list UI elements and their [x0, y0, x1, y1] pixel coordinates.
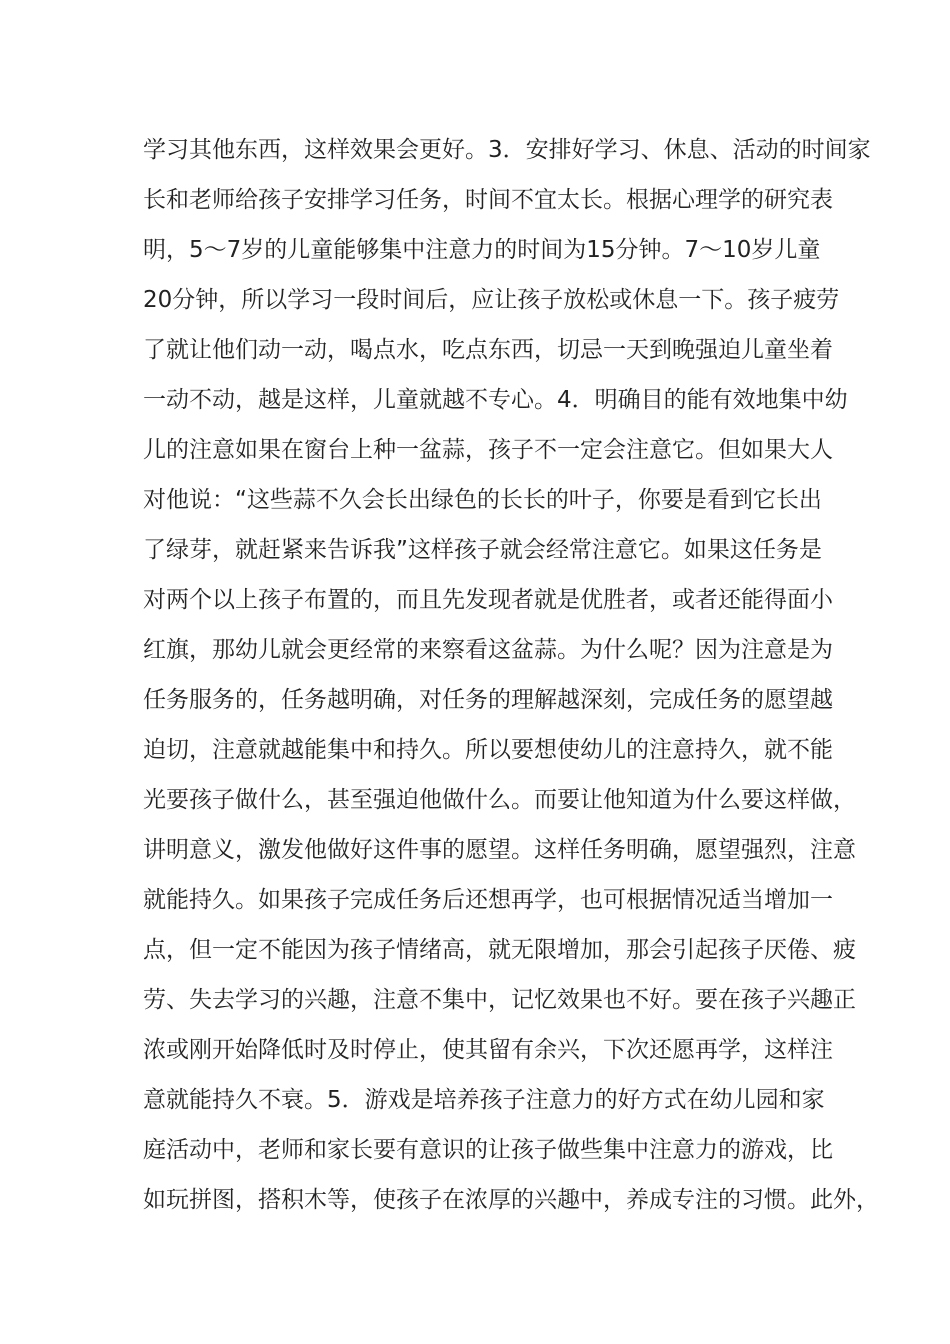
- body-text: [143, 130, 879, 1230]
- text-line: 光要孩子做什么，甚至强迫他做什么。而要让他知道为什么要这样做，: [143, 787, 856, 813]
- text-line: 意就能持久不衰。5．游戏是培养孩子注意力的好方式在幼儿园和家: [143, 1087, 825, 1113]
- text-line: 一动不动，越是这样，儿童就越不专心。4．明确目的能有效地集中幼: [143, 387, 848, 413]
- text-line: 如玩拼图，搭积木等，使孩子在浓厚的兴趣中，养成专注的习惯。此外，: [143, 1187, 879, 1213]
- text-line: 了就让他们动一动，喝点水，吃点东西，切忌一天到晚强迫儿童坐着: [143, 337, 833, 363]
- text-line: 讲明意义，激发他做好这件事的愿望。这样任务明确，愿望强烈，注意: [143, 837, 856, 863]
- text-line: 迫切，注意就越能集中和持久。所以要想使幼儿的注意持久，就不能: [143, 737, 833, 763]
- text-line: 长和老师给孩子安排学习任务，时间不宜太长。根据心理学的研究表: [143, 187, 833, 213]
- text-line: 劳、失去学习的兴趣，注意不集中，记忆效果也不好。要在孩子兴趣正: [143, 987, 856, 1013]
- text-line: 任务服务的，任务越明确，对任务的理解越深刻，完成任务的愿望越: [143, 687, 833, 713]
- text-line: 就能持久。如果孩子完成任务后还想再学，也可根据情况适当增加一: [143, 887, 833, 913]
- text-line: 学习其他东西，这样效果会更好。3．安排好学习、休息、活动的时间家: [143, 137, 871, 163]
- text-line: 儿的注意如果在窗台上种一盆蒜，孩子不一定会注意它。但如果大人: [143, 437, 833, 463]
- text-line: 点，但一定不能因为孩子情绪高，就无限增加，那会引起孩子厌倦、疲: [143, 937, 856, 963]
- text-line: 20分钟，所以学习一段时间后，应让孩子放松或休息一下。孩子疲劳: [143, 287, 840, 313]
- text-line: 庭活动中，老师和家长要有意识的让孩子做些集中注意力的游戏，比: [143, 1137, 833, 1163]
- text-line: 浓或刚开始降低时及时停止，使其留有余兴，下次还愿再学，这样注: [143, 1037, 833, 1063]
- text-line: 了绿芽，就赶紧来告诉我”这样孩子就会经常注意它。如果这任务是: [143, 537, 822, 563]
- text-line: 明，5～7岁的儿童能够集中注意力的时间为15分钟。7～10岁儿童: [143, 237, 821, 263]
- text-line: 对两个以上孩子布置的，而且先发现者就是优胜者，或者还能得面小: [143, 587, 833, 613]
- text-line: 对他说：“这些蒜不久会长出绿色的长长的叶子，你要是看到它长出: [143, 487, 822, 513]
- text-line: 红旗，那幼儿就会更经常的来察看这盆蒜。为什么呢？因为注意是为: [143, 637, 833, 663]
